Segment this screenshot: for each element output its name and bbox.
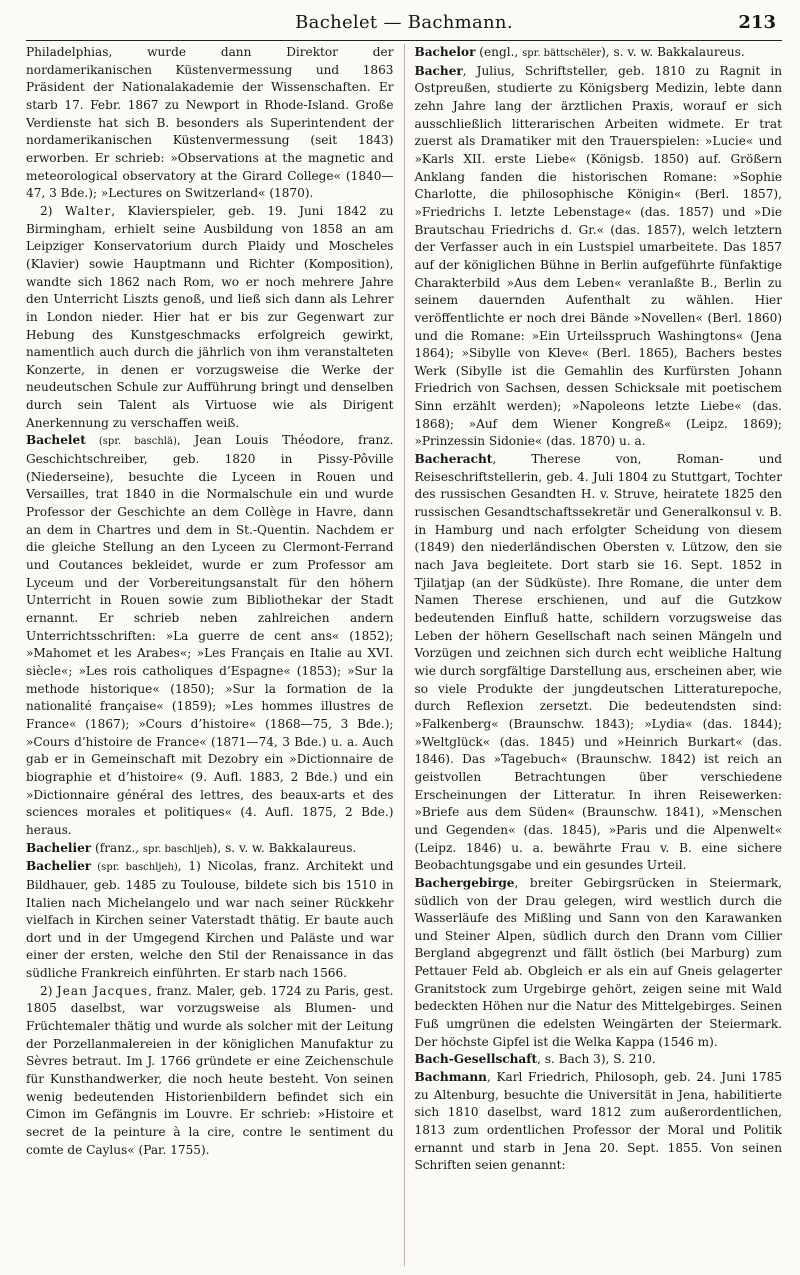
entry-text: , 1) Nicolas, franz. Architekt und Bildhauer, geb. 1485 zu Toulouse, bildete sich bis 1510 in Italien nach Michelangelo und war nach seiner Rückkehr vielfach in Kirchen seiner Vaterstadt thätig. Er baute auch dort und in der Umgegend Kirchen und Paläste und war einer der ersten, welche den Stil der Renaissance in das südliche Frankreich einführten. Er starb nach 1566. bbox=[26, 859, 394, 981]
entry-paragraph bbox=[415, 63, 783, 451]
entry-text: (franz., bbox=[91, 840, 143, 855]
entry-text: , Jean Louis Théodore, franz. Geschichtschreiber, geb. 1820 in Pissy-Pôville (Niederseine), besuchte die Lyceen in Rouen und Versailles, trat 1840 in die Normalschule ein und wurde Professor der Geschichte an dem Collège in Havre, dann an dem in Chartres und dem in St.-Quentin. Nachdem er die gleiche Stellung an den Lyceen zu Clermont-Ferrand und Coutances bekleidet, wurde er zum Professor am Lyceum und der Vorbereitungsanstalt für den höhern Unterricht in Rouen sowie zum Bibliothekar der Stadt ernannt. Er schrieb neben zahlreichen andern Unterrichtsschriften: »La guerre de cent ans« (1852); »Mahomet et les Arabes«; »Les Français en Italie au XVI. siècle«; »Les rois catholiques d’Espagne« (1853); »Sur la methode historique« (1850); »Sur la formation de la nationalité française« (1859); »Les hommes illustres de France« (1867); »Cours d’histoire« (1868—75, 3 Bde.); »Cours d’histoire de France« (1871—74, 3 Bde.) u. a. Auch gab er in Gemeinschaft mit Dezobry ein »Dictionnaire de biographie et d’histoire« (9. Aufl. 1883, 2 Bde.) und ein »Dictionnaire général des lettres, des beaux-arts et des sciences morales et politiques« (4. Aufl. 1875, 2 Bde.) heraus. bbox=[26, 433, 394, 837]
entry-text: , breiter Gebirgsrücken in Steiermark, südlich von der Drau gelegen, wird westlich durch die Wasserläufe des Mißling und Sann von den Karawanken und Steiner Alpen, südlich durch den Drann vom Cillier Bergland abgegrenzt und fällt östlich (bei Marburg) zum Pettauer Feld ab. Obgleich er als ein auf Gneis gelagerter Granitstock zum Urgebirge gehört, zeigen seine mit Wald bedeckten Höhen nur die Natur des Mittelgebirges. Seinen Fuß umgrünen die edelsten Weingärten der Steiermark. Der höchste Gipfel ist die Welka Kappa (1546 m). bbox=[414, 875, 782, 1049]
entry-paragraph bbox=[415, 44, 783, 63]
person-name: Jean Jacques bbox=[56, 983, 149, 998]
entry-text: , franz. Maler, geb. 1724 zu Paris, gest. 1805 daselbst, war vorzugsweise als Blumen- und Früchtemaler thätig und wurde als solcher mit der Leitung der Porzellanmalereien in der königlichen Manufaktur zu Sèvres betraut. Im J. 1766 gründete er eine Zeichenschule für Kunsthandwerker, die noch heute besteht. Von seinen wenig bedeutenden Historienbildern befindet sich ein Cimon im Gefängnis im Louvre. Er schrieb: »Histoire et secret de la peinture à la cire, contre le sentiment du comte de Caylus« (Par. 1755). bbox=[26, 983, 394, 1157]
text-columns bbox=[26, 44, 782, 1266]
pronunciation: (spr. baschlä) bbox=[85, 436, 177, 448]
entry-text: , Therese von, Roman- und Reiseschriftstellerin, geb. 4. Juli 1804 zu Stuttgart, Tochter des russischen Gesandten H. v. Struve, heiratete 1825 den russischen Gesandtschaftssekretär und Generalkonsul v. B. in Hamburg und nach erfolgter Scheidung von diesem (1849) den niederländischen Obersten v. Lützow, den sie nach Java begleitete. Dort starb sie 16. Sept. 1852 in Tjilatjap (an der Südküste). Ihre Romane, die unter dem Namen Therese erschienen, und auf die Gutzkow bedeutenden Einfluß hatte, schildern vorzugsweise das Leben der höhern Gesellschaft nach seinen Mängeln und Vorzügen und zeichnen sich durch echt weibliche Haltung wie durch sorgfältige Darstellung aus, erscheinen aber, wie so viele Produkte der jungdeutschen Litteraturepoche, durch Reflexion zersetzt. Die bedeutendsten sind: »Falkenberg« (Braunschw. 1843); »Lydia« (das. 1844); »Weltglück« (das. 1845) und »Heinrich Burkart« (das. 1846). Das »Tagebuch« (Braunschw. 1842) ist reich an geistvollen Betrachtungen über verschiedene Erscheinungen der Litteratur. In ihren Reisewerken: »Briefe aus dem Süden« (Braunschw. 1841), »Menschen und Gegenden« (das. 1845), »Paris und die Alpenwelt« (Leipz. 1846) u. a. bewährte Frau v. B. eine sichere Beobachtungsgabe und ein gesundes Urteil. bbox=[414, 452, 782, 873]
right-column bbox=[404, 44, 783, 1266]
page-header bbox=[26, 6, 782, 41]
running-title: Bachelet — Bachmann. bbox=[295, 12, 513, 33]
entry-text: Philadelphias, wurde dann Direktor der nordamerikanischen Küstenvermessung und 1863 Präsident der Nationalakademie der Wissenschaften. Er starb 17. Febr. 1867 zu Newport in Rhode-Island. Große Verdienste hat sich B. besonders als Superintendent der nordamerikanischen Küstenvermessung (seit 1843) erworben. Er schrieb: »Observations at the magnetic and meteorological observatory at the Girard College« (1840—47, 3 Bde.); »Lectures on Switzerland« (1870). bbox=[26, 45, 394, 201]
entry-paragraph bbox=[415, 1051, 783, 1069]
headword: Bachergebirge bbox=[414, 875, 515, 890]
pronunciation: spr. bättschëler bbox=[522, 48, 602, 59]
headword: Bachmann bbox=[414, 1070, 487, 1085]
headword: Bacheracht bbox=[414, 452, 493, 467]
entry-text: ), s. v. w. Bakkalaureus. bbox=[212, 840, 357, 855]
entry-paragraph bbox=[415, 875, 783, 1052]
entry-text: 2) bbox=[40, 983, 57, 998]
entry-paragraph bbox=[26, 840, 394, 859]
entry-text: (engl., bbox=[475, 45, 523, 59]
entry-text: ), s. v. w. Bakkalaureus. bbox=[601, 45, 745, 59]
headword: Bachelier bbox=[26, 859, 92, 874]
entry-text: , Julius, Schriftsteller, geb. 1810 zu Ragnit in Ostpreußen, studierte zu Königsberg Medizin, lebte dann zehn Jahre lang der ärztlichen Praxis, worauf er sich ausschließlich litterarischen Arbeiten widmete. Er trat zuerst als Dramatiker mit den Trauerspielen: »Lucie« und »Karls XII. erste Liebe« (Königsb. 1850) auf. Größern Anklang fanden die historischen Romane: »Sophie Charlotte, die philosophische Königin« (Berl. 1857), »Friedrichs I. letzte Lebenstage« (das. 1857) und »Die Brautschau Friedrichs d. Gr.« (das. 1857), welch letztern der Verfasser auch in ein Lustspiel umarbeitete. Das 1857 auf der königlichen Bühne in Berlin aufgeführte fünfaktige Charakterbild »Aus dem Leben« veranlaßte B., Berlin zu seinem dauernden Aufenthalt zu wählen. Hier veröffentlichte er noch drei Bände »Novellen« (Berl. 1860) und die Romane: »Ein Urteilsspruch Washingtons« (Jena 1864); »Sibylle von Kleve« (Berl. 1865), Bachers bestes Werk (Sibylle ist die Gemahlin des Kurfürsten Johann Friedrich von Sachsen, dessen Schicksale mit poetischem Sinn erzählt werden); »Napoleons letzte Liebe« (das. 1868); »Auf dem Wiener Kongreß« (Leipz. 1869); »Prinzessin Sidonie« (das. 1870) u. a. bbox=[414, 63, 782, 449]
entry-paragraph bbox=[26, 983, 394, 1160]
pronunciation: spr. baschljeh bbox=[142, 843, 213, 855]
entry-paragraph bbox=[26, 432, 394, 839]
entry-text: , s. Bach 3), S. 210. bbox=[537, 1052, 656, 1067]
entry-paragraph bbox=[26, 44, 394, 203]
page-number: 213 bbox=[738, 12, 776, 33]
entry-text: , Karl Friedrich, Philosoph, geb. 24. Juni 1785 zu Altenburg, besuchte die Universität in Jena, habilitierte sich 1810 daselbst, ward 1812 zum außerordentlichen, 1813 zum ordentlichen Professor der Moral und Politik ernannt und starb in Jena 20. Sept. 1855. Von seinen Schriften seien genannt: bbox=[414, 1070, 782, 1173]
headword: Bacher bbox=[414, 63, 463, 78]
entry-paragraph bbox=[415, 451, 783, 875]
entry-text: 2) bbox=[40, 203, 65, 218]
headword: Bach-Gesellschaft bbox=[414, 1052, 538, 1067]
person-name: Walter bbox=[64, 203, 112, 218]
headword: Bachelor bbox=[414, 45, 476, 59]
entry-paragraph bbox=[26, 858, 394, 983]
entry-paragraph bbox=[415, 1069, 783, 1175]
entry-paragraph bbox=[26, 203, 394, 433]
left-column bbox=[26, 44, 404, 1266]
headword: Bachelet bbox=[26, 433, 86, 448]
pronunciation: (spr. baschljeh) bbox=[91, 862, 178, 874]
entry-text: , Klavierspieler, geb. 19. Juni 1842 zu Birmingham, erhielt seine Ausbildung von 1858 an am Leipziger Konservatorium durch Plaidy und Moscheles (Klavier) sowie Hauptmann und Richter (Komposition), wandte sich 1862 nach Rom, wo er noch mehrere Jahre den Unterricht Liszts genoß, und ließ sich dann als Lehrer in London nieder. Hier hat er bis zur Gegenwart zur Hebung des Kunstgeschmacks erfolgreich gewirkt, namentlich auch durch die jährlich von ihm veranstalteten Konzerte, in denen er vorzugsweise die Werke der neudeutschen Schule zur Aufführung bringt und denselben durch sein Talent als Virtuose wie als Dirigent Anerkennung zu verschaffen weiß. bbox=[26, 203, 394, 430]
headword: Bachelier bbox=[26, 840, 92, 855]
